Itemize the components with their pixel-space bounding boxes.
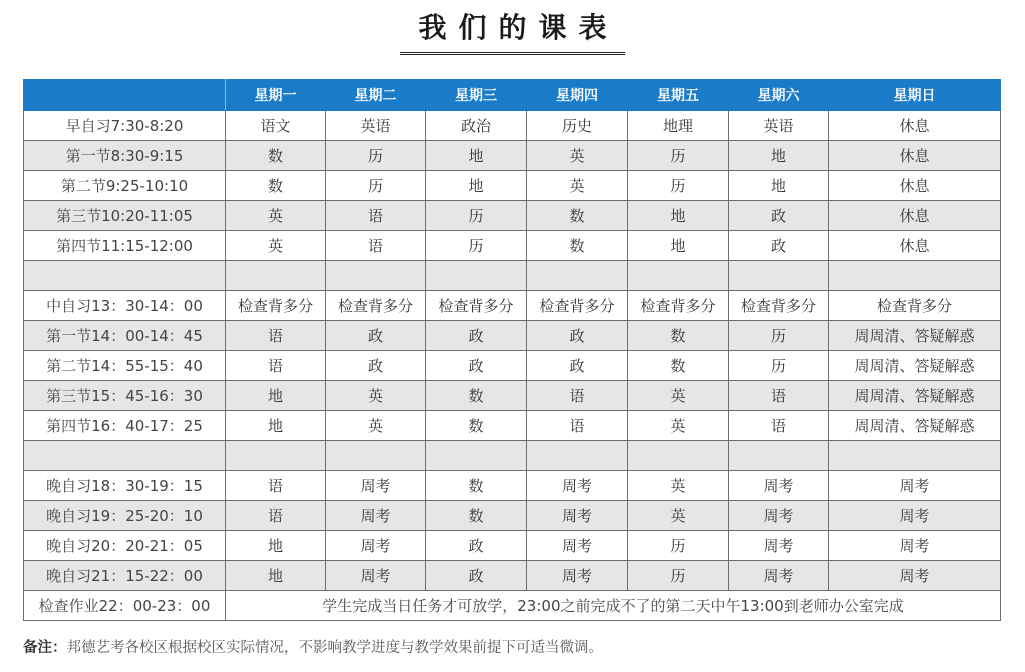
schedule-cell: 政 (426, 321, 527, 351)
table-row (24, 231, 1001, 261)
period-label: 中自习13：30-14：00 (24, 291, 226, 321)
schedule-cell: 英 (326, 381, 426, 411)
schedule-cell: 英 (628, 501, 729, 531)
spacer-row (24, 261, 1001, 291)
schedule-cell: 数 (426, 411, 527, 441)
schedule-cell: 政 (426, 531, 527, 561)
period-label: 第四节11:15-12:00 (24, 231, 226, 261)
schedule-cell: 地 (729, 141, 829, 171)
period-label: 第四节16：40-17：25 (24, 411, 226, 441)
schedule-cell: 周考 (829, 501, 1001, 531)
schedule-cell: 数 (226, 171, 326, 201)
table-row (24, 531, 1001, 561)
schedule-cell (729, 261, 829, 291)
schedule-cell: 历 (326, 141, 426, 171)
schedule-cell: 周周清、答疑解惑 (829, 321, 1001, 351)
header-day-thursday: 星期四 (527, 80, 628, 111)
footnote (23, 636, 603, 657)
schedule-cell: 周考 (829, 471, 1001, 501)
schedule-table (23, 79, 1001, 621)
schedule-cell: 政 (527, 321, 628, 351)
schedule-cell (628, 261, 729, 291)
schedule-cell: 政 (426, 561, 527, 591)
schedule-cell: 数 (426, 471, 527, 501)
table-row (24, 561, 1001, 591)
schedule-cell: 政 (527, 351, 628, 381)
spacer-row (24, 441, 1001, 471)
schedule-cell: 英语 (326, 111, 426, 141)
table-row (24, 201, 1001, 231)
homework-row (24, 591, 1001, 621)
schedule-cell: 英 (326, 411, 426, 441)
period-label: 第二节14：55-15：40 (24, 351, 226, 381)
title-wrap (0, 8, 1025, 55)
schedule-cell: 周考 (527, 531, 628, 561)
schedule-cell: 地 (426, 141, 527, 171)
header-corner (24, 80, 226, 111)
schedule-cell: 周考 (326, 531, 426, 561)
schedule-cell: 地 (628, 201, 729, 231)
schedule-cell (829, 261, 1001, 291)
schedule-cell: 历 (628, 561, 729, 591)
schedule-cell: 历 (729, 351, 829, 381)
header-day-friday: 星期五 (628, 80, 729, 111)
schedule-cell: 周考 (729, 531, 829, 561)
schedule-cell: 历 (326, 171, 426, 201)
schedule-cell: 周周清、答疑解惑 (829, 411, 1001, 441)
schedule-cell: 地 (226, 561, 326, 591)
schedule-cell: 周考 (527, 501, 628, 531)
page-title: 我们的课表 (400, 8, 624, 55)
period-label: 第三节10:20-11:05 (24, 201, 226, 231)
schedule-cell: 数 (226, 141, 326, 171)
schedule-cell: 地 (226, 531, 326, 561)
schedule-cell: 地 (628, 231, 729, 261)
schedule-cell: 检查背多分 (729, 291, 829, 321)
header-day-monday: 星期一 (226, 80, 326, 111)
period-label: 晚自习19：25-20：10 (24, 501, 226, 531)
table-row (24, 351, 1001, 381)
period-label: 第一节8:30-9:15 (24, 141, 226, 171)
period-label: 晚自习18：30-19：15 (24, 471, 226, 501)
header-day-tuesday: 星期二 (326, 80, 426, 111)
schedule-cell: 休息 (829, 201, 1001, 231)
table-row (24, 171, 1001, 201)
schedule-cell: 政 (729, 231, 829, 261)
schedule-cell: 周考 (326, 561, 426, 591)
schedule-cell: 周考 (729, 471, 829, 501)
schedule-cell: 休息 (829, 141, 1001, 171)
schedule-cell: 数 (527, 201, 628, 231)
schedule-body (24, 111, 1001, 621)
schedule-cell: 休息 (829, 231, 1001, 261)
schedule-cell: 地理 (628, 111, 729, 141)
schedule-cell: 检查背多分 (628, 291, 729, 321)
schedule-cell: 休息 (829, 171, 1001, 201)
schedule-cell: 政治 (426, 111, 527, 141)
schedule-cell: 地 (226, 411, 326, 441)
schedule-cell: 历史 (527, 111, 628, 141)
table-row (24, 291, 1001, 321)
schedule-cell (326, 441, 426, 471)
footnote-text: 邦德艺考各校区根据校区实际情况，不影响教学进度与教学效果前提下可适当微调。 (66, 640, 603, 656)
schedule-cell: 历 (628, 171, 729, 201)
schedule-cell: 数 (527, 231, 628, 261)
schedule-cell: 周周清、答疑解惑 (829, 351, 1001, 381)
schedule-cell: 地 (226, 381, 326, 411)
schedule-cell: 周周清、答疑解惑 (829, 381, 1001, 411)
schedule-cell: 检查背多分 (426, 291, 527, 321)
schedule-cell: 语 (527, 381, 628, 411)
schedule-cell: 英 (527, 141, 628, 171)
period-label: 晚自习20：20-21：05 (24, 531, 226, 561)
schedule-cell: 英 (628, 411, 729, 441)
header-day-sunday: 星期日 (829, 80, 1001, 111)
header-day-saturday: 星期六 (729, 80, 829, 111)
header-day-wednesday: 星期三 (426, 80, 527, 111)
period-label: 晚自习21：15-22：00 (24, 561, 226, 591)
schedule-cell: 英 (628, 381, 729, 411)
schedule-cell (628, 441, 729, 471)
table-row (24, 321, 1001, 351)
table-row (24, 501, 1001, 531)
schedule-cell: 检查背多分 (226, 291, 326, 321)
schedule-cell (326, 261, 426, 291)
schedule-cell: 语 (729, 381, 829, 411)
schedule-cell (226, 441, 326, 471)
schedule-cell: 政 (326, 351, 426, 381)
schedule-cell: 周考 (729, 561, 829, 591)
period-label: 第二节9:25-10:10 (24, 171, 226, 201)
table-row (24, 411, 1001, 441)
schedule-cell: 周考 (527, 471, 628, 501)
period-label (24, 441, 226, 471)
schedule-cell: 数 (628, 321, 729, 351)
schedule-cell: 历 (426, 201, 527, 231)
schedule-cell: 历 (628, 531, 729, 561)
schedule-cell (829, 441, 1001, 471)
schedule-cell (426, 441, 527, 471)
schedule-cell: 语 (326, 201, 426, 231)
schedule-cell: 语 (527, 411, 628, 441)
schedule-cell: 政 (326, 321, 426, 351)
schedule-cell: 英 (226, 231, 326, 261)
schedule-cell (426, 261, 527, 291)
homework-label: 检查作业22：00-23：00 (24, 591, 226, 621)
schedule-cell: 英语 (729, 111, 829, 141)
schedule-cell: 语 (226, 471, 326, 501)
schedule-cell: 休息 (829, 111, 1001, 141)
schedule-cell: 周考 (729, 501, 829, 531)
schedule-cell: 历 (729, 321, 829, 351)
table-row (24, 471, 1001, 501)
schedule-cell: 检查背多分 (829, 291, 1001, 321)
header-row (24, 80, 1001, 111)
schedule-cell: 检查背多分 (527, 291, 628, 321)
schedule-cell: 英 (527, 171, 628, 201)
table-row (24, 111, 1001, 141)
footnote-prefix: 备注： (23, 640, 67, 656)
schedule-cell (729, 441, 829, 471)
schedule-cell: 语文 (226, 111, 326, 141)
schedule-cell: 周考 (527, 561, 628, 591)
schedule-cell: 地 (426, 171, 527, 201)
homework-text: 学生完成当日任务才可放学，23:00之前完成不了的第二天中午13:00到老师办公室完成 (226, 591, 1001, 621)
schedule-cell: 政 (729, 201, 829, 231)
schedule-cell: 地 (729, 171, 829, 201)
period-label: 第三节15：45-16：30 (24, 381, 226, 411)
schedule-cell: 检查背多分 (326, 291, 426, 321)
schedule-cell: 英 (226, 201, 326, 231)
schedule-cell: 语 (226, 321, 326, 351)
schedule-cell: 周考 (829, 561, 1001, 591)
schedule-cell: 周考 (326, 471, 426, 501)
schedule-cell: 历 (628, 141, 729, 171)
schedule-cell: 周考 (326, 501, 426, 531)
schedule-cell: 数 (628, 351, 729, 381)
schedule-cell: 周考 (829, 531, 1001, 561)
schedule-cell: 语 (226, 351, 326, 381)
schedule-cell: 数 (426, 381, 527, 411)
period-label: 早自习7:30-8:20 (24, 111, 226, 141)
schedule-cell: 历 (426, 231, 527, 261)
period-label (24, 261, 226, 291)
schedule-cell: 数 (426, 501, 527, 531)
schedule-cell: 英 (628, 471, 729, 501)
schedule-cell (226, 261, 326, 291)
period-label: 第一节14：00-14：45 (24, 321, 226, 351)
schedule-cell: 语 (729, 411, 829, 441)
schedule-cell (527, 441, 628, 471)
schedule-cell: 政 (426, 351, 527, 381)
table-row (24, 381, 1001, 411)
schedule-cell: 语 (326, 231, 426, 261)
schedule-cell (527, 261, 628, 291)
table-row (24, 141, 1001, 171)
schedule-cell: 语 (226, 501, 326, 531)
